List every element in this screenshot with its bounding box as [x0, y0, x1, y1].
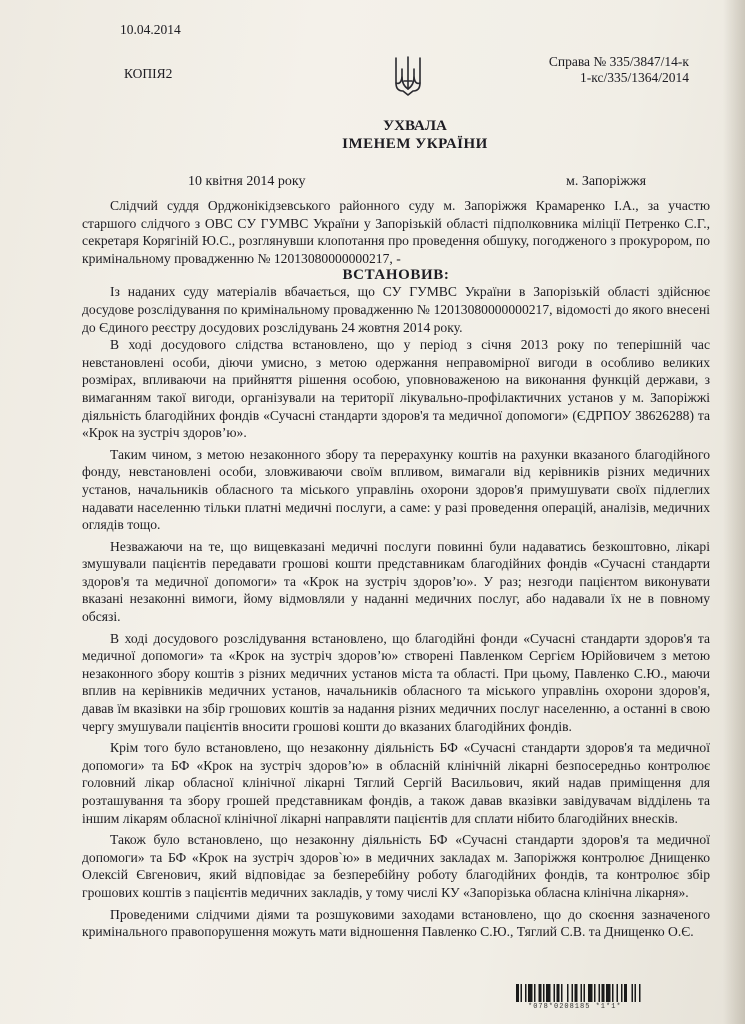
barcode-number: *078*0208185 *1*1*	[528, 1003, 622, 1011]
barcode-bar	[632, 984, 634, 1002]
paragraph-8: Проведеними слідчими діями та розшуковими заходами встановлено, що до скоєння зазначеного кримінального правопорушення можуть мати відношення Павленко С.Ю., Тяглий С.В. та Днищенко О.Є.	[82, 906, 710, 940]
barcode-bar	[621, 984, 623, 1002]
paragraph-7: Також було встановлено, що незаконну діяльність БФ «Сучасні стандарти здоров'я та медичної допомоги» та БФ «Крок на зустріч здоров`ю» в медичних закладах м. Запоріжжя контролює Днищенко Олексій Євгенович, який відповідає за безперебійну роботу благодійних фондів, та контролює збір грошових коштів з пацієнтів медичних закладів, у тому числі КУ «Запорізька обласна клінічна лікарня».	[82, 832, 710, 900]
barcode-bar	[554, 984, 556, 1002]
date-stamp: 10.04.2014	[120, 22, 181, 37]
case-number-line2: 1-кс/335/1364/2014	[580, 70, 689, 85]
paragraph-6: Крім того було встановлено, що незаконну діяльність БФ «Сучасні стандарти здоров'я та медичної допомоги» та БФ «Крок на зустріч здоров’ю» в обласній клінічній лікарні безпосередньо контролює головний лікар обласної клінічної лікарні Тяглий Сергій Васильович, який надав приміщення для розташування та збору грошей представникам фондів, а також давав вказівки завідувачам відділень та іншим лікарям обласної клінічної лікарні направляти пацієнтів для сплати нібито благодійних внесків.	[82, 740, 710, 826]
barcode-bar	[561, 984, 563, 1002]
trident-emblem-icon	[393, 55, 423, 97]
barcode-bar	[516, 984, 519, 1002]
barcode-bar	[594, 984, 596, 1002]
document-subtitle: ІМЕНЕМ УКРАЇНИ	[342, 136, 488, 152]
barcode-bar	[606, 984, 611, 1002]
paragraph-1: Із наданих суду матеріалів вбачається, що СУ ГУМВС України в Запорізькій області здійснює досудове розслідування по кримінальному провадженню № 12013080000000217, відомості до якого внесені до Єдиного реєстру досудових розслідувань 24 жовтня 2014 року.	[82, 284, 710, 335]
barcode-bar	[602, 984, 605, 1002]
barcode-bar	[525, 984, 527, 1002]
paragraph-5: В ході досудового розслідування встановлено, що благодійні фонди «Сучасні стандарти здоров'я та медичної допомоги» та «Крок на зустріч здоров’ю» створені Павленком Сергієм Юрійовичем з метою незаконного збору коштів з різних медичних установ міста та області. При цьому, Павленко С.Ю., маючи вплив на керівників медичних установ, начальників обласного та міського управлінь охорони здоров'я, давав їм вказівки на збір грошових коштів за надання різних медичних послуг населенню, а останні в свою чергу змушували пацієнтів вносити грошові кошти до вказаних благодійних фондів.	[82, 630, 710, 734]
barcode-bar	[543, 984, 545, 1002]
barcode-bar	[567, 984, 569, 1002]
barcode-bar	[624, 984, 627, 1002]
document-body	[82, 197, 710, 941]
barcode-bar	[584, 984, 586, 1002]
case-number	[549, 54, 689, 86]
barcode-bar	[575, 984, 578, 1002]
barcode-bar	[588, 984, 593, 1002]
ruling-city: м. Запоріжжя	[566, 174, 647, 189]
copy-label: КОПІЯ2	[124, 66, 173, 81]
barcode-bar	[557, 984, 560, 1002]
case-number-line1: Справа № 335/3847/14-к	[548, 54, 689, 69]
established-heading: ВСТАНОВИВ:	[342, 267, 450, 284]
page-shadow	[723, 0, 745, 1024]
paragraph-3: Таким чином, з метою незаконного збору та перерахунку коштів на рахунки вказаного благодійного фонду, невстановлені особи, зловживаючи своїм впливом, вимагали від керівників різних медичних установ, начальників обласного та міського управлінь охорони здоров'я примушувати своїх підлеглих надавати населенню тільки платні медичні послуги, а саме: у разі проведення операцій, аналізів, медичних оглядів тощо.	[82, 446, 710, 533]
barcode-bar	[534, 984, 536, 1002]
paragraph-4: Незважаючи на те, що вищевказані медичні послуги повинні були надаватись безкоштовно, лікарі змушували пацієнтів передавати грошові кошти представникам благодійних фондів «Сучасні стандарти здоров'я та медичної допомоги» та «Крок на зустріч здоров’ю». У раз; незгоди пацієнтом виконувати вказані незаконні вимоги, йому відмовляли у наданні медичних послуг, або надавали їх не в повному обсязі.	[82, 538, 710, 625]
barcode-bar	[617, 984, 619, 1002]
intro-paragraph: Слідчий суддя Орджонікідзевського районного суду м. Запоріжжя Крамаренко І.А., за участю старшого слідчого з ОВС СУ ГУМВС України у Запорізькій області підполковника міліції Петренко С.Г., секретаря Корягіній Ю.С., розглянувши клопотання про проведення обшуку, погодженого з прокурором, по кримінальному провадженню № 12013080000000217, -	[82, 198, 710, 266]
barcode-bar	[539, 984, 542, 1002]
barcode-bar	[546, 984, 551, 1002]
barcode-bar	[528, 984, 533, 1002]
paragraph-2: В ході досудового слідства встановлено, що у період з січня 2013 року по теперішній час невстановлені особи, діючи умисно, з метою одержання неправомірної вигоди в особливо великих розмірах, впливаючи на прийняття рішення особою, уповноваженою на виконання функцій держави, з вимаганням такої вигоди, організували на території лікувально-профілактичних установ у м. Запоріжжі діяльність благодійних фондів «Сучасні стандарти здоров'я та медичної допомоги» (ЄДРПОУ 38626288) та «Крок на зустріч здоров’ю».	[82, 337, 710, 441]
document-title: УХВАЛА	[383, 118, 447, 134]
barcode-bar	[639, 984, 641, 1002]
barcode-bar	[581, 984, 583, 1002]
barcode-bar	[521, 984, 523, 1002]
barcode-bar	[635, 984, 637, 1002]
barcode-bar	[612, 984, 614, 1002]
barcode	[516, 984, 692, 1002]
barcode-bar	[599, 984, 601, 1002]
ruling-date: 10 квітня 2014 року	[188, 174, 306, 189]
barcode-bar	[572, 984, 574, 1002]
